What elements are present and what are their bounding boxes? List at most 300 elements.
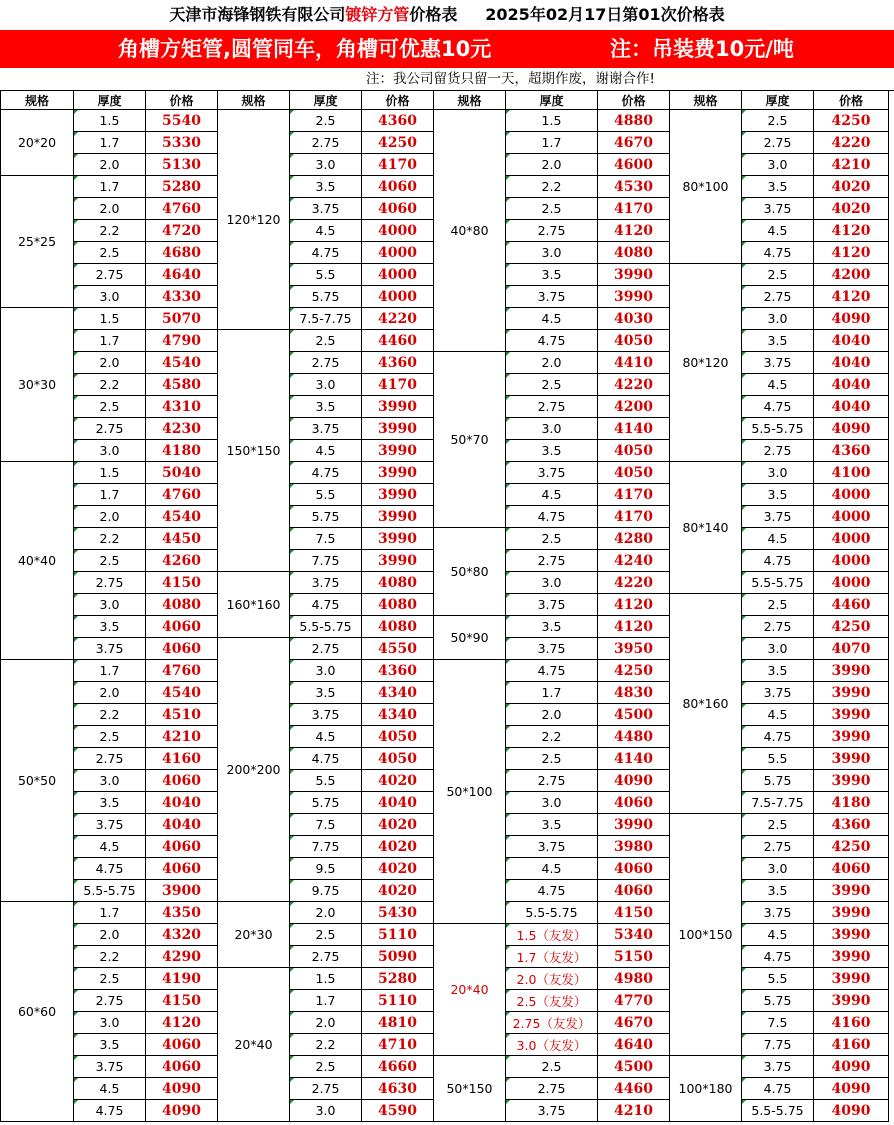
thickness-cell: 4.5 bbox=[290, 440, 362, 462]
thickness-cell: 3.5 bbox=[506, 440, 598, 462]
price-cell: 4080 bbox=[362, 616, 434, 638]
price-cell: 4070 bbox=[814, 638, 889, 660]
table-row bbox=[1, 110, 889, 132]
thickness-cell: 3.75 bbox=[506, 286, 598, 308]
price-cell: 4360 bbox=[814, 814, 889, 836]
spec-cell: 150*150 bbox=[218, 330, 290, 572]
thickness-cell: 2.75 bbox=[506, 550, 598, 572]
price-cell: 4640 bbox=[146, 264, 218, 286]
thickness-cell: 2.75 bbox=[742, 836, 814, 858]
price-cell: 4540 bbox=[146, 682, 218, 704]
price-cell: 4170 bbox=[362, 154, 434, 176]
price-cell: 4250 bbox=[598, 660, 670, 682]
thickness-cell: 1.7 bbox=[506, 682, 598, 704]
price-cell: 4980 bbox=[598, 968, 670, 990]
thickness-cell: 5.5-5.75 bbox=[506, 902, 598, 924]
thickness-cell: 3.5 bbox=[290, 176, 362, 198]
header-price: 价格 bbox=[146, 91, 218, 110]
price-cell: 5110 bbox=[362, 990, 434, 1012]
thickness-cell: 2.2 bbox=[506, 726, 598, 748]
thickness-cell: 1.7 bbox=[506, 132, 598, 154]
header-price: 价格 bbox=[814, 91, 889, 110]
thickness-cell: 2.5 bbox=[74, 968, 146, 990]
thickness-cell: 4.5 bbox=[290, 220, 362, 242]
table-row bbox=[1, 616, 889, 638]
price-cell: 4210 bbox=[598, 1100, 670, 1122]
spec-cell: 50*90 bbox=[434, 616, 506, 660]
thickness-cell: 2.5 bbox=[506, 198, 598, 220]
price-cell: 4080 bbox=[362, 572, 434, 594]
thickness-cell: 4.5 bbox=[742, 704, 814, 726]
price-cell: 4060 bbox=[814, 858, 889, 880]
price-cell: 4250 bbox=[362, 132, 434, 154]
thickness-cell: 1.7 bbox=[74, 132, 146, 154]
thickness-cell: 2.2 bbox=[74, 704, 146, 726]
price-cell: 3990 bbox=[814, 770, 889, 792]
thickness-cell: 2.75 bbox=[742, 616, 814, 638]
spec-cell: 100*150 bbox=[670, 814, 742, 1056]
price-cell: 4040 bbox=[146, 814, 218, 836]
thickness-cell: 1.7 bbox=[290, 990, 362, 1012]
price-cell: 4090 bbox=[814, 1056, 889, 1078]
price-cell: 4190 bbox=[146, 968, 218, 990]
price-cell: 4590 bbox=[362, 1100, 434, 1122]
table-row bbox=[1, 1056, 889, 1078]
price-cell: 3990 bbox=[362, 396, 434, 418]
thickness-cell: 3.0 bbox=[74, 770, 146, 792]
spec-cell: 50*80 bbox=[434, 528, 506, 616]
header-spec: 规格 bbox=[434, 91, 506, 110]
thickness-cell: 5.5-5.75 bbox=[742, 572, 814, 594]
spec-cell: 20*30 bbox=[218, 902, 290, 968]
price-cell: 4000 bbox=[814, 550, 889, 572]
price-cell: 4230 bbox=[146, 418, 218, 440]
thickness-cell: 4.5 bbox=[742, 528, 814, 550]
price-cell: 4210 bbox=[146, 726, 218, 748]
price-cell: 4000 bbox=[362, 242, 434, 264]
thickness-cell: 3.75 bbox=[506, 1100, 598, 1122]
price-cell: 4760 bbox=[146, 484, 218, 506]
price-cell: 4040 bbox=[146, 792, 218, 814]
thickness-cell: 2.75 bbox=[74, 572, 146, 594]
thickness-cell: 3.0 bbox=[74, 1012, 146, 1034]
price-cell: 3990 bbox=[362, 462, 434, 484]
price-cell: 4160 bbox=[146, 748, 218, 770]
thickness-cell: 3.0 bbox=[742, 638, 814, 660]
price-cell: 3990 bbox=[814, 726, 889, 748]
price-cell: 4320 bbox=[146, 924, 218, 946]
price-cell: 4040 bbox=[814, 352, 889, 374]
price-cell: 3990 bbox=[362, 440, 434, 462]
price-cell: 4090 bbox=[146, 1100, 218, 1122]
storage-note-text: 注：我公司留货只留一天，超期作废，谢谢合作! bbox=[366, 71, 655, 87]
price-cell: 3990 bbox=[598, 264, 670, 286]
price-cell: 4260 bbox=[146, 550, 218, 572]
thickness-cell: 2.5 bbox=[742, 814, 814, 836]
spec-cell: 200*200 bbox=[218, 638, 290, 902]
price-cell: 4060 bbox=[146, 616, 218, 638]
price-cell: 4020 bbox=[362, 814, 434, 836]
price-cell: 4500 bbox=[598, 704, 670, 726]
thickness-cell: 7.5-7.75 bbox=[742, 792, 814, 814]
price-cell: 4480 bbox=[598, 726, 670, 748]
price-cell: 4160 bbox=[814, 1034, 889, 1056]
thickness-cell: 3.75 bbox=[74, 814, 146, 836]
thickness-cell: 2.0 bbox=[506, 704, 598, 726]
price-cell: 4000 bbox=[814, 506, 889, 528]
thickness-cell: 3.75 bbox=[290, 418, 362, 440]
price-cell: 4100 bbox=[814, 462, 889, 484]
price-cell: 4290 bbox=[146, 946, 218, 968]
thickness-cell: 2.75 bbox=[290, 352, 362, 374]
thickness-cell: 3.0 bbox=[290, 660, 362, 682]
thickness-cell: 2.0 bbox=[74, 506, 146, 528]
thickness-cell: 3.75 bbox=[74, 1056, 146, 1078]
price-cell: 4000 bbox=[362, 286, 434, 308]
price-cell: 4410 bbox=[598, 352, 670, 374]
thickness-cell: 2.75 bbox=[506, 1078, 598, 1100]
price-cell: 4040 bbox=[814, 374, 889, 396]
thickness-cell: 5.75 bbox=[290, 506, 362, 528]
thickness-cell: 1.7 bbox=[74, 660, 146, 682]
price-cell: 5330 bbox=[146, 132, 218, 154]
table-row bbox=[1, 924, 889, 946]
thickness-cell: 7.5 bbox=[290, 528, 362, 550]
price-cell: 4050 bbox=[362, 726, 434, 748]
spec-cell: 100*180 bbox=[670, 1056, 742, 1122]
header-thickness: 厚度 bbox=[74, 91, 146, 110]
price-cell: 4450 bbox=[146, 528, 218, 550]
price-cell: 3990 bbox=[814, 946, 889, 968]
title-date: 2025年02月17日第01次价格表 bbox=[485, 5, 725, 24]
thickness-cell: 2.2 bbox=[74, 220, 146, 242]
thickness-cell: 4.75 bbox=[506, 880, 598, 902]
price-cell: 4150 bbox=[598, 902, 670, 924]
thickness-cell: 2.75 bbox=[742, 286, 814, 308]
thickness-cell: 5.5 bbox=[290, 264, 362, 286]
spec-cell: 40*80 bbox=[434, 110, 506, 352]
title-product: 镀锌方管 bbox=[345, 5, 410, 24]
banner-fee-text: 注：吊装费10元/吨 bbox=[610, 37, 794, 61]
price-cell: 4050 bbox=[362, 748, 434, 770]
price-cell: 4060 bbox=[146, 770, 218, 792]
spec-cell: 80*140 bbox=[670, 462, 742, 594]
price-cell: 4540 bbox=[146, 352, 218, 374]
thickness-cell: 3.75 bbox=[506, 638, 598, 660]
thickness-cell: 3.5 bbox=[742, 176, 814, 198]
price-cell: 4880 bbox=[598, 110, 670, 132]
thickness-cell: 5.5-5.75 bbox=[74, 880, 146, 902]
thickness-cell: 3.0 bbox=[74, 440, 146, 462]
title-suffix: 价格表 bbox=[409, 5, 458, 24]
thickness-cell: 4.75 bbox=[290, 242, 362, 264]
thickness-cell: 4.5 bbox=[742, 374, 814, 396]
price-cell: 4360 bbox=[814, 440, 889, 462]
price-cell: 4000 bbox=[814, 528, 889, 550]
price-cell: 4090 bbox=[814, 1078, 889, 1100]
thickness-cell: 1.7（友发） bbox=[506, 946, 598, 968]
page-title bbox=[0, 0, 894, 30]
price-cell: 4250 bbox=[814, 110, 889, 132]
thickness-cell: 1.5 bbox=[74, 462, 146, 484]
price-cell: 4240 bbox=[598, 550, 670, 572]
thickness-cell: 4.75 bbox=[742, 242, 814, 264]
price-cell: 4830 bbox=[598, 682, 670, 704]
price-cell: 4050 bbox=[598, 330, 670, 352]
price-table-body bbox=[1, 110, 889, 1122]
thickness-cell: 5.75 bbox=[742, 770, 814, 792]
thickness-cell: 3.5 bbox=[742, 484, 814, 506]
storage-note bbox=[0, 68, 894, 91]
price-cell: 4140 bbox=[598, 748, 670, 770]
thickness-cell: 3.0 bbox=[506, 242, 598, 264]
thickness-cell: 2.5 bbox=[290, 924, 362, 946]
thickness-cell: 3.75 bbox=[290, 198, 362, 220]
price-cell: 4220 bbox=[814, 132, 889, 154]
thickness-cell: 3.5 bbox=[290, 396, 362, 418]
thickness-cell: 2.75 bbox=[742, 440, 814, 462]
price-cell: 3990 bbox=[598, 814, 670, 836]
price-cell: 3990 bbox=[362, 418, 434, 440]
thickness-cell: 7.5-7.75 bbox=[290, 308, 362, 330]
price-cell: 4360 bbox=[362, 110, 434, 132]
price-cell: 4060 bbox=[598, 858, 670, 880]
thickness-cell: 3.0 bbox=[74, 286, 146, 308]
price-cell: 4080 bbox=[362, 594, 434, 616]
thickness-cell: 3.0 bbox=[290, 154, 362, 176]
price-cell: 4080 bbox=[146, 594, 218, 616]
header-thickness: 厚度 bbox=[290, 91, 362, 110]
price-cell: 4060 bbox=[598, 880, 670, 902]
price-cell: 4170 bbox=[598, 506, 670, 528]
price-cell: 4280 bbox=[598, 528, 670, 550]
price-cell: 4330 bbox=[146, 286, 218, 308]
price-cell: 4660 bbox=[362, 1056, 434, 1078]
thickness-cell: 1.7 bbox=[74, 484, 146, 506]
thickness-cell: 5.5-5.75 bbox=[742, 418, 814, 440]
thickness-cell: 2.5 bbox=[290, 1056, 362, 1078]
thickness-cell: 5.5 bbox=[742, 748, 814, 770]
table-header-row bbox=[1, 91, 889, 110]
price-cell: 4060 bbox=[146, 836, 218, 858]
thickness-cell: 3.75 bbox=[742, 198, 814, 220]
price-cell: 3990 bbox=[814, 660, 889, 682]
price-cell: 4060 bbox=[362, 198, 434, 220]
thickness-cell: 2.75 bbox=[74, 990, 146, 1012]
price-cell: 4510 bbox=[146, 704, 218, 726]
price-cell: 3990 bbox=[814, 704, 889, 726]
price-cell: 3990 bbox=[814, 924, 889, 946]
header-thickness: 厚度 bbox=[742, 91, 814, 110]
banner-discount-text: 角槽方矩管,圆管同车，角槽可优惠10元 bbox=[118, 37, 492, 61]
price-cell: 4060 bbox=[362, 176, 434, 198]
price-cell: 4000 bbox=[814, 484, 889, 506]
thickness-cell: 4.5 bbox=[290, 726, 362, 748]
thickness-cell: 9.75 bbox=[290, 880, 362, 902]
thickness-cell: 2.5 bbox=[742, 110, 814, 132]
spec-cell: 60*60 bbox=[1, 902, 74, 1122]
thickness-cell: 3.0 bbox=[506, 418, 598, 440]
price-cell: 4810 bbox=[362, 1012, 434, 1034]
price-cell: 4020 bbox=[362, 858, 434, 880]
thickness-cell: 2.0 bbox=[74, 682, 146, 704]
thickness-cell: 2.2 bbox=[74, 946, 146, 968]
thickness-cell: 1.5 bbox=[290, 968, 362, 990]
price-cell: 5130 bbox=[146, 154, 218, 176]
thickness-cell: 3.75 bbox=[290, 704, 362, 726]
thickness-cell: 3.0 bbox=[742, 462, 814, 484]
thickness-cell: 2.5 bbox=[74, 242, 146, 264]
table-row bbox=[1, 352, 889, 374]
price-cell: 3990 bbox=[814, 902, 889, 924]
price-cell: 4170 bbox=[362, 374, 434, 396]
thickness-cell: 7.75 bbox=[290, 550, 362, 572]
thickness-cell: 4.75 bbox=[290, 594, 362, 616]
thickness-cell: 3.5 bbox=[74, 792, 146, 814]
spec-cell: 50*100 bbox=[434, 660, 506, 924]
thickness-cell: 4.75 bbox=[742, 396, 814, 418]
spec-cell: 50*70 bbox=[434, 352, 506, 528]
price-cell: 4080 bbox=[598, 242, 670, 264]
price-cell: 4460 bbox=[362, 330, 434, 352]
price-cell: 4180 bbox=[814, 792, 889, 814]
thickness-cell: 3.5 bbox=[74, 1034, 146, 1056]
price-cell: 4120 bbox=[814, 242, 889, 264]
thickness-cell: 3.75 bbox=[74, 638, 146, 660]
price-cell: 4180 bbox=[146, 440, 218, 462]
spec-cell: 50*150 bbox=[434, 1056, 506, 1122]
price-cell: 4040 bbox=[362, 792, 434, 814]
spec-cell: 80*160 bbox=[670, 594, 742, 814]
spec-cell: 40*40 bbox=[1, 462, 74, 660]
price-cell: 4090 bbox=[146, 1078, 218, 1100]
price-cell: 4760 bbox=[146, 660, 218, 682]
price-cell: 5540 bbox=[146, 110, 218, 132]
price-cell: 4220 bbox=[362, 308, 434, 330]
price-cell: 3990 bbox=[362, 506, 434, 528]
price-cell: 4600 bbox=[598, 154, 670, 176]
thickness-cell: 2.0 bbox=[290, 902, 362, 924]
price-cell: 5280 bbox=[362, 968, 434, 990]
thickness-cell: 3.5 bbox=[742, 330, 814, 352]
price-cell: 4160 bbox=[814, 1012, 889, 1034]
thickness-cell: 2.2 bbox=[74, 374, 146, 396]
thickness-cell: 4.75 bbox=[506, 660, 598, 682]
spec-cell: 25*25 bbox=[1, 176, 74, 308]
thickness-cell: 3.75 bbox=[506, 836, 598, 858]
promo-banner bbox=[0, 30, 894, 68]
price-cell: 4630 bbox=[362, 1078, 434, 1100]
thickness-cell: 3.5 bbox=[742, 660, 814, 682]
price-cell: 4760 bbox=[146, 198, 218, 220]
price-cell: 3990 bbox=[814, 682, 889, 704]
price-cell: 4020 bbox=[814, 176, 889, 198]
price-cell: 4060 bbox=[146, 1056, 218, 1078]
thickness-cell: 2.75 bbox=[290, 946, 362, 968]
thickness-cell: 3.0（友发） bbox=[506, 1034, 598, 1056]
price-cell: 4790 bbox=[146, 330, 218, 352]
thickness-cell: 7.75 bbox=[290, 836, 362, 858]
price-cell: 4060 bbox=[146, 858, 218, 880]
thickness-cell: 3.0 bbox=[506, 572, 598, 594]
price-cell: 4000 bbox=[362, 220, 434, 242]
header-spec: 规格 bbox=[670, 91, 742, 110]
header-price: 价格 bbox=[598, 91, 670, 110]
thickness-cell: 7.5 bbox=[742, 1012, 814, 1034]
thickness-cell: 4.75 bbox=[506, 506, 598, 528]
thickness-cell: 9.5 bbox=[290, 858, 362, 880]
thickness-cell: 2.75 bbox=[290, 132, 362, 154]
thickness-cell: 3.75 bbox=[506, 462, 598, 484]
thickness-cell: 5.5-5.75 bbox=[742, 1100, 814, 1122]
header-thickness: 厚度 bbox=[506, 91, 598, 110]
price-cell: 4360 bbox=[362, 660, 434, 682]
price-cell: 4540 bbox=[146, 506, 218, 528]
thickness-cell: 3.75 bbox=[290, 572, 362, 594]
price-cell: 4090 bbox=[814, 1100, 889, 1122]
thickness-cell: 2.75 bbox=[506, 220, 598, 242]
price-cell: 4250 bbox=[814, 616, 889, 638]
thickness-cell: 3.5 bbox=[506, 264, 598, 286]
thickness-cell: 2.5 bbox=[74, 396, 146, 418]
price-cell: 4640 bbox=[598, 1034, 670, 1056]
thickness-cell: 3.75 bbox=[742, 682, 814, 704]
thickness-cell: 3.75 bbox=[742, 352, 814, 374]
thickness-cell: 3.0 bbox=[742, 154, 814, 176]
thickness-cell: 3.5 bbox=[742, 880, 814, 902]
price-cell: 4040 bbox=[814, 396, 889, 418]
thickness-cell: 1.7 bbox=[74, 176, 146, 198]
thickness-cell: 3.75 bbox=[506, 594, 598, 616]
price-cell: 4150 bbox=[146, 572, 218, 594]
thickness-cell: 2.75 bbox=[290, 638, 362, 660]
price-cell: 5430 bbox=[362, 902, 434, 924]
price-cell: 4500 bbox=[598, 1056, 670, 1078]
thickness-cell: 4.75 bbox=[506, 330, 598, 352]
thickness-cell: 2.0 bbox=[506, 352, 598, 374]
price-cell: 4210 bbox=[814, 154, 889, 176]
price-cell: 5340 bbox=[598, 924, 670, 946]
price-cell: 4000 bbox=[362, 264, 434, 286]
spec-cell: 20*40 bbox=[434, 924, 506, 1056]
spec-cell: 20*20 bbox=[1, 110, 74, 176]
thickness-cell: 3.5 bbox=[290, 682, 362, 704]
spec-cell: 80*120 bbox=[670, 264, 742, 462]
thickness-cell: 2.5 bbox=[742, 264, 814, 286]
thickness-cell: 4.75 bbox=[742, 1078, 814, 1100]
thickness-cell: 4.5 bbox=[742, 220, 814, 242]
thickness-cell: 2.2 bbox=[506, 176, 598, 198]
price-cell: 4120 bbox=[598, 220, 670, 242]
table-row bbox=[1, 660, 889, 682]
thickness-cell: 2.0 bbox=[74, 198, 146, 220]
thickness-cell: 2.5 bbox=[506, 374, 598, 396]
thickness-cell: 2.75 bbox=[506, 770, 598, 792]
thickness-cell: 4.5 bbox=[506, 858, 598, 880]
spec-cell: 160*160 bbox=[218, 572, 290, 638]
thickness-cell: 2.5 bbox=[74, 726, 146, 748]
price-cell: 4090 bbox=[598, 770, 670, 792]
thickness-cell: 2.0 bbox=[290, 1012, 362, 1034]
thickness-cell: 2.75 bbox=[74, 748, 146, 770]
thickness-cell: 4.75 bbox=[74, 1100, 146, 1122]
thickness-cell: 2.0（友发） bbox=[506, 968, 598, 990]
price-cell: 4670 bbox=[598, 1012, 670, 1034]
price-cell: 4310 bbox=[146, 396, 218, 418]
thickness-cell: 4.75 bbox=[74, 858, 146, 880]
thickness-cell: 1.5 bbox=[74, 308, 146, 330]
thickness-cell: 3.5 bbox=[74, 616, 146, 638]
